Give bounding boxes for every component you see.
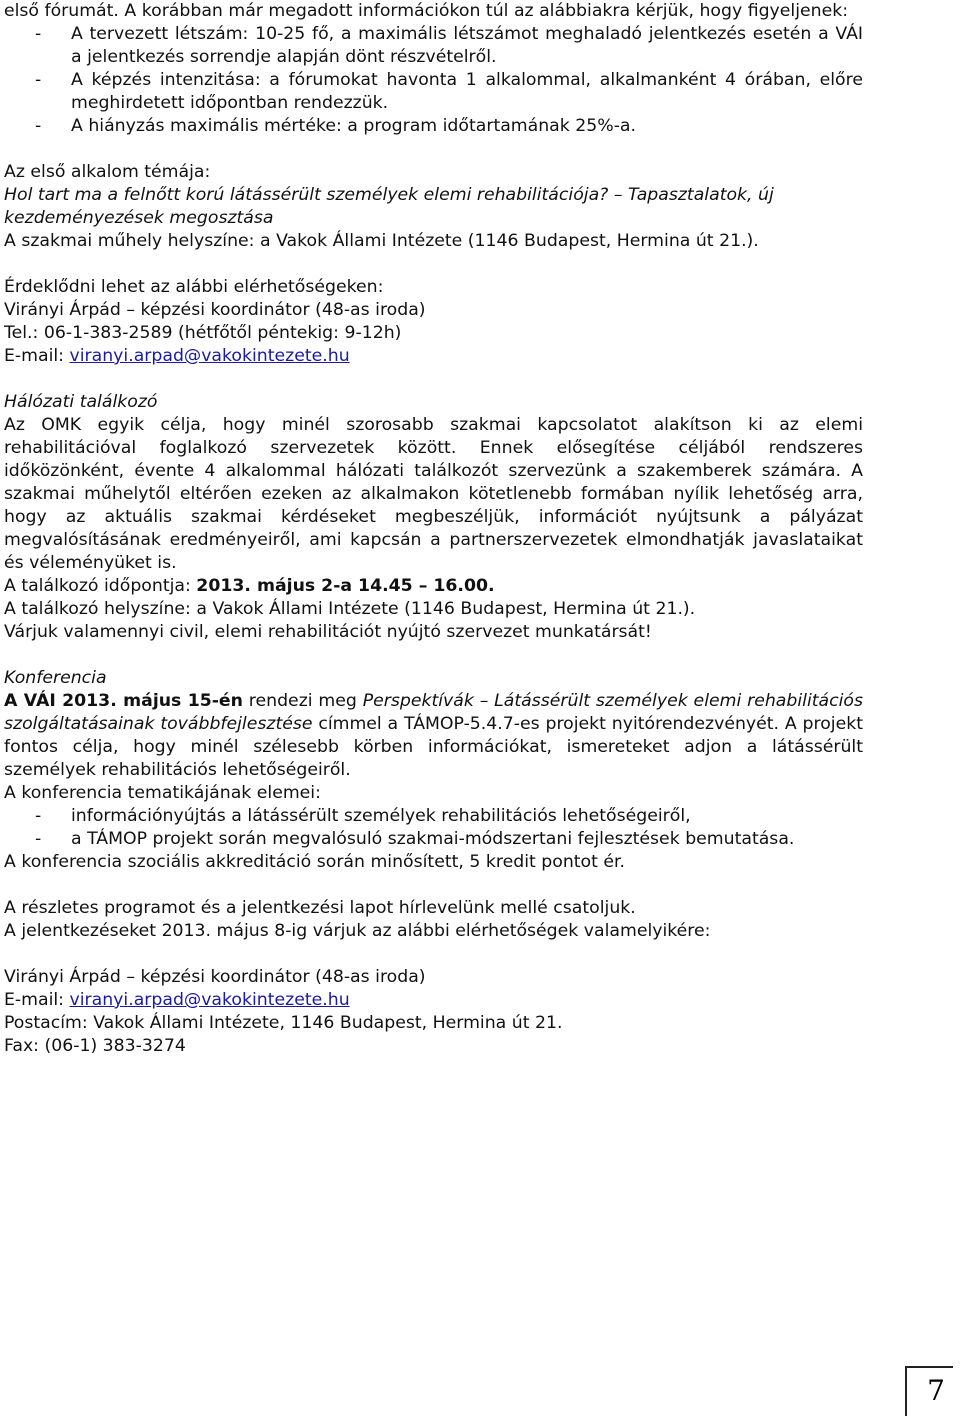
list-item: - információnyújtás a látássérült személyek rehabilitációs lehetőségeiről, [35,806,691,826]
workshop-venue: A szakmai műhely helyszíne: a Vakok Állami Intézete (1146 Budapest, Hermina út 21.). [4,231,759,251]
contact-person: Virányi Árpád – képzési koordinátor (48-as iroda) [4,300,426,320]
email-link[interactable]: viranyi.arpad@vakokintezete.hu [69,346,350,366]
network-body: Az OMK egyik célja, hogy minél szorosabb szakmai kapcsolatot alakítson ki az elemi rehabilitációval foglalkozó szervezetek között. Ennek elősegítése céljából rendszeres időközönként, évente 4 alkalommal hálózati találkozót szervezünk a szakemberek számára. A szakmai műhelytől eltérően ezeken az alkalmakon kötetlenebb formában nyílik lehetőség arra, hogy az aktuális szakmai kérdéseket megbeszéljük, információt nyújtsunk a pályázat megvalósításának eredményeiről, ami kapcsán a partnerszervezetek elmondhatják javaslataikat és véleményüket is. [4,415,863,573]
conference-body: A VÁI 2013. május 15-én rendezi meg Perspektívák – Látássérült személyek elemi rehabilitációs szolgáltatásainak továbbfejlesztése címmel a TÁMOP-5.4.7-es projekt nyitórendezvényét. A projekt fontos célja, hogy minél szélesebb körben információkat, ismereteket adjon a látássérült személyek rehabilitációs lehetőségeiről. [4,691,864,780]
conference-accreditation: A konferencia szociális akkreditáció során minősített, 5 kredit pontot ér. [4,852,626,872]
contact-phone: Tel.: 06-1-383-2589 (hétfőtől péntekig: 9-12h) [4,323,402,343]
meeting-time: A találkozó időpontja: 2013. május 2-a 14.45 – 16.00. [4,576,495,596]
bullet-dash: - [35,829,42,849]
attachment-note: A részletes programot és a jelentkezési lapot hírlevelünk mellé csatoljuk. [4,898,636,918]
bullet-dash: - [35,24,42,44]
conference-elements-list [4,805,863,851]
intro-text: A korábban már megadott információkon túl az alábbiakra kérjük, hogy figyeljenek: [118,1,849,21]
postal-address: Postacím: Vakok Állami Intézete, 1146 Budapest, Hermina út 21. [4,1013,563,1033]
meeting-venue: A találkozó helyszíne: a Vakok Állami Intézete (1146 Budapest, Hermina út 21.). [4,599,696,619]
email-link[interactable]: viranyi.arpad@vakokintezete.hu [69,990,350,1010]
registration-deadline: A jelentkezéseket 2013. május 8-ig várjuk az alábbi elérhetőségek valamelyikére: [4,921,711,941]
intro-paragraph [4,0,863,23]
list-item: - A képzés intenzitása: a fórumokat havonta 1 alkalommal, alkalmanként 4 órában, előre meghirdetett időpontban rendezzük. [35,70,863,113]
list-item: - A tervezett létszám: 10-25 fő, a maximális létszámot meghaladó jelentkezés esetén a VÁI a jelentkezés sorrendje alapján dönt részvételről. [35,24,863,67]
topic-label: Az első alkalom témája: [4,162,211,182]
list-item: - a TÁMOP projekt során megvalósuló szakmai-módszertani fejlesztések bemutatása. [35,829,795,849]
conference-heading: Konferencia [4,668,107,688]
page-number: 7 [905,1366,953,1416]
meeting-invite: Várjuk valamennyi civil, elemi rehabilitációt nyújtó szervezet munkatársát! [4,622,652,642]
contact-email-line: E-mail: viranyi.arpad@vakokintezete.hu [4,346,350,366]
contact2-person: Virányi Árpád – képzési koordinátor (48-as iroda) [4,967,426,987]
network-heading: Hálózati találkozó [4,392,158,412]
list-item: - A hiányzás maximális mértéke: a program időtartamának 25%-a. [35,116,637,136]
bullet-dash: - [35,116,42,136]
intro-lead: első fórumát. [4,1,119,21]
conference-elements-intro: A konferencia tematikájának elemei: [4,783,321,803]
bullet-dash: - [35,70,42,90]
contact2-email-line: E-mail: viranyi.arpad@vakokintezete.hu [4,990,350,1010]
topic-title: Hol tart ma a felnőtt korú látássérült személyek elemi rehabilitációja? – Tapasztalatok, új kezdeményezések megosztása [4,185,774,228]
requirements-list [4,23,863,138]
contact-intro: Érdeklődni lehet az alábbi elérhetőségeken: [4,277,384,297]
fax-number: Fax: (06-1) 383-3274 [4,1036,186,1056]
bullet-dash: - [35,806,42,826]
